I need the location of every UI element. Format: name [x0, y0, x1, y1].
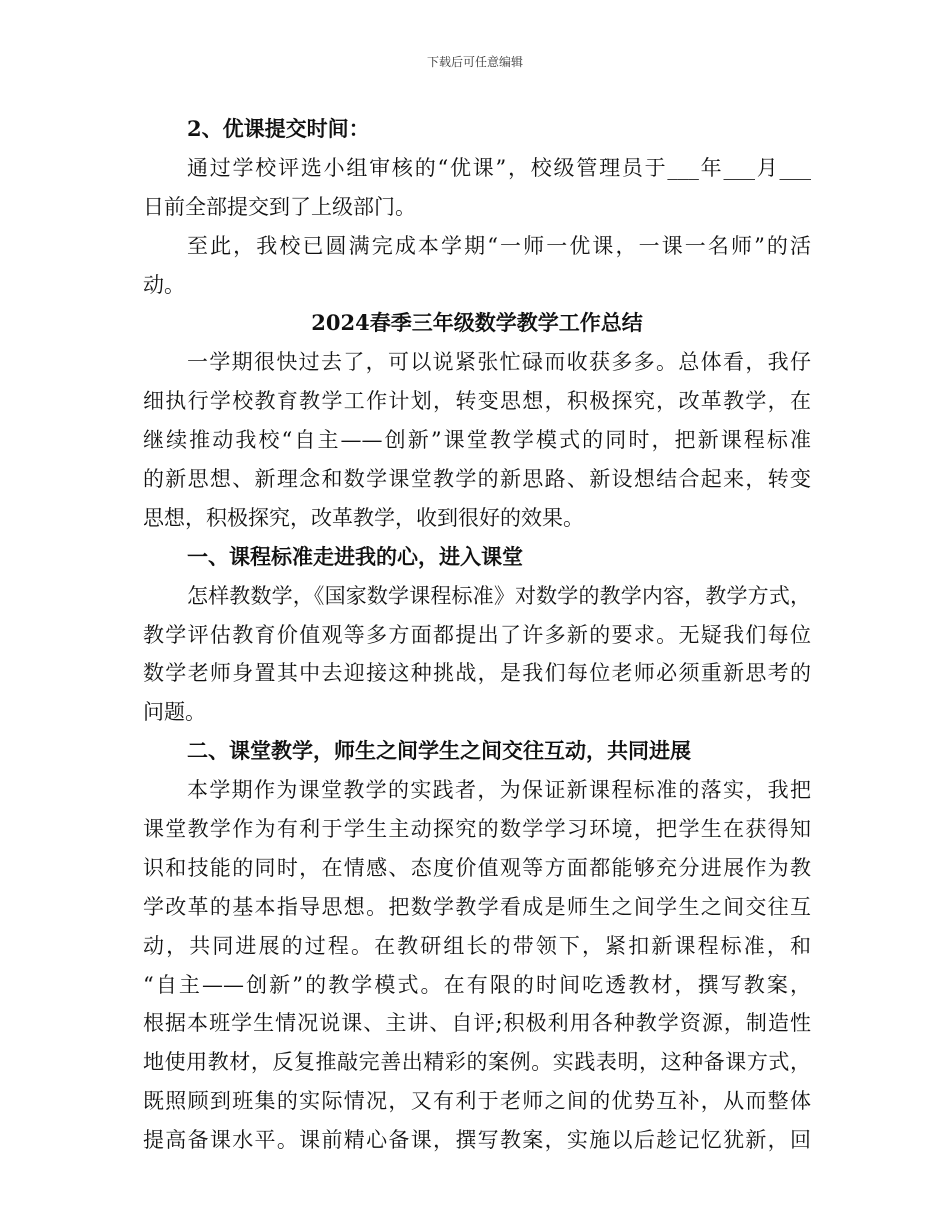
text-line: 问题。 [143, 700, 206, 725]
text-line: 既照顾到班集的实际情况，又有利于老师之间的优势互补，从而整体 [143, 1089, 811, 1114]
text-line: 继续推动我校“自主——创新”课堂教学模式的同时，把新课程标准 [143, 428, 811, 453]
document-title: 2024春季三年级数学教学工作总结 [311, 310, 643, 336]
section-heading: 二、课堂教学，师生之间学生之间交往互动，共同进展 [187, 738, 691, 764]
text-line: 的新思想、新理念和数学课堂教学的新思路、新设想结合起来，转变 [143, 467, 811, 492]
text-line: 动，共同进展的过程。在教研组长的带领下，紧扣新课程标准，和 [143, 933, 811, 958]
text-line: 根据本班学生情况说课、主讲、自评;积极利用各种教学资源，制造性 [143, 1011, 811, 1036]
text-line: 思想，积极探究，改革教学，收到很好的效果。 [143, 505, 584, 530]
text-line: 日前全部提交到了上级部门。 [143, 194, 416, 219]
text-line: 课堂教学作为有利于学生主动探究的数学学习环境，把学生在获得知 [143, 817, 811, 842]
text-line: 地使用教材，反复推敲完善出精彩的案例。实践表明，这种备课方式， [143, 1050, 811, 1075]
text-line: 识和技能的同时，在情感、态度价值观等方面都能够充分进展作为教 [143, 855, 811, 880]
text-line: 怎样教数学，《国家数学课程标准》对数学的教学内容，教学方式， [187, 583, 811, 608]
text-line: 本学期作为课堂教学的实践者，为保证新课程标准的落实，我把 [187, 778, 811, 803]
text-line: 提高备课水平。课前精心备课，撰写教案，实施以后趁记忆犹新，回 [143, 1128, 811, 1153]
text-line: 动。 [143, 272, 185, 297]
document-body [143, 110, 811, 1160]
text-line: 一学期很快过去了，可以说紧张忙碌而收获多多。总体看，我仔 [187, 350, 811, 375]
text-line: 2、优课提交时间： [187, 116, 370, 141]
text-line: 细执行学校教育教学工作计划，转变思想，积极探究，改革教学，在 [143, 389, 811, 414]
text-line: 教学评估教育价值观等多方面都提出了许多新的要求。无疑我们每位 [143, 622, 811, 647]
page-header: 下载后可任意编辑 [426, 55, 523, 69]
text-line: 数学老师身置其中去迎接这种挑战，是我们每位老师必须重新思考的 [143, 661, 811, 686]
text-line: 学改革的基本指导思想。把数学教学看成是师生之间学生之间交往互 [143, 894, 811, 919]
text-line: 通过学校评选小组审核的“优课”，校级管理员于___年___月___ [187, 155, 811, 180]
text-line: “自主——创新”的教学模式。在有限的时间吃透教材，撰写教案， [143, 972, 811, 997]
text-line: 至此，我校已圆满完成本学期“一师一优课，一课一名师”的活 [187, 233, 811, 258]
section-heading: 一、课程标准走进我的心，进入课堂 [187, 543, 523, 569]
